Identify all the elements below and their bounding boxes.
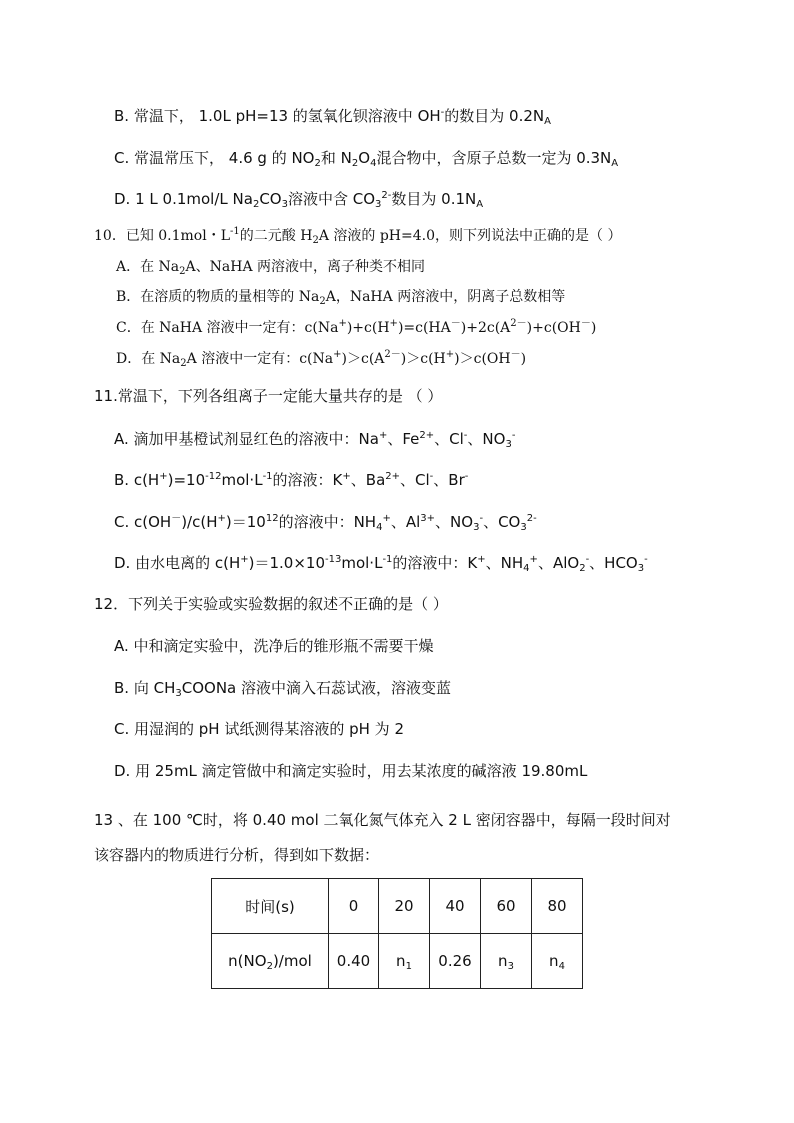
q11-option-c: C. $c(OH^-)/c(H^+)=10^{12}$的溶液中：$NH_4^+$、$Al^{3+}$、$NO_3^-$、$CO_3^{2-}$ — [114, 513, 537, 533]
q10-option-c: C．在 NaHA 溶液中一定有：$c(Na^+)+c(H^+)=c(HA^-)+2c(A^{2-})+c(OH^-)$ — [116, 318, 597, 336]
q12-stem: 12．下列关于实验或实验数据的叙述不正确的是（ ） — [94, 595, 448, 613]
table-cell: 0.26 — [430, 934, 481, 989]
q11-stem: 11.常温下，下列各组离子一定能大量共存的是 （ ） — [94, 387, 443, 405]
table-cell: 0 — [329, 879, 379, 934]
q10-stem: 10．已知 0.1mol・$L^{-1}$的二元酸 $H_2A$ 溶液的 pH=4.0，则下列说法中正确的是（ ） — [94, 226, 622, 246]
table-cell: 80 — [532, 879, 583, 934]
q11-option-a: A. 滴加甲基橙试剂显红色的溶液中：Na+、$Fe^{2+}$、Cl-、$NO_3^-$ — [114, 430, 516, 450]
q13-text-line-1: 13 、在 100 ℃时，将 0.40 mol 二氧化氮气体充入 2 L 密闭容器中，每隔一段时间对 — [94, 811, 671, 829]
q9-option-d: D. 1 L 0.1mol/L $Na_2CO_3$溶液中含 $CO_3^{2-}$数目为 $0.1N_A$ — [114, 190, 484, 210]
q10-option-d: D．在 $Na_2A$ 溶液中一定有：$c(Na^+)>c(A^{2-})>c(H^+)>c(OH^-)$ — [116, 349, 527, 369]
q10-option-b: B．在溶质的物质的量相等的 $Na_2A$，NaHA 两溶液中，阴离子总数相等 — [116, 289, 566, 307]
table-cell: 40 — [430, 879, 481, 934]
no2-data-table — [211, 878, 583, 989]
table-cell: 20 — [379, 879, 430, 934]
q12-option-b: B. 向 $CH_3COONa$ 溶液中滴入石蕊试液，溶液变蓝 — [114, 679, 452, 699]
q9-option-b: B. 常温下， 1.0L pH=13 的氢氧化钡溶液中 OH-的数目为 $0.2N_A$ — [114, 107, 551, 127]
table-cell: $n_3$ — [481, 934, 532, 989]
table-cell: 0.40 — [329, 934, 379, 989]
table-cell-label: $n(NO_2)$/mol — [212, 934, 329, 989]
q12-option-a: A. 中和滴定实验中，洗净后的锥形瓶不需要干燥 — [114, 637, 434, 655]
q12-option-d: D. 用 25mL 滴定管做中和滴定实验时，用去某浓度的碱溶液 19.80mL — [114, 762, 588, 780]
q10-option-a: A．在 $Na_2A$、NaHA 两溶液中，离子种类不相同 — [116, 259, 426, 277]
q13-text-line-2: 该容器内的物质进行分析，得到如下数据： — [94, 846, 380, 864]
table-cell: 60 — [481, 879, 532, 934]
q11-option-d: D. 由水电离的 $c(H^+)=1.0\times 10^{-13}mol\cdot L^{-1}$的溶液中：K+、$NH_4^+$、AlO$_2$-、$HCO_3^-$ — [114, 554, 648, 574]
q9-option-c: C. 常温常压下， 4.6 g 的 $NO_2$和 $N_2O_4$混合物中，含原子总数一定为 $0.3N_A$ — [114, 149, 619, 169]
table-header-row — [212, 879, 583, 934]
table-cell-label: 时间(s) — [212, 879, 329, 934]
table-row — [212, 934, 583, 989]
q11-option-b: B. $c(H^+)=10^{-12}mol\cdot L^{-1}$的溶液：K+、$Ba^{2+}$、Cl-、Br- — [114, 471, 469, 489]
q12-option-c: C. 用湿润的 pH 试纸测得某溶液的 pH 为 2 — [114, 720, 404, 738]
table-cell: $n_1$ — [379, 934, 430, 989]
table-cell: $n_4$ — [532, 934, 583, 989]
